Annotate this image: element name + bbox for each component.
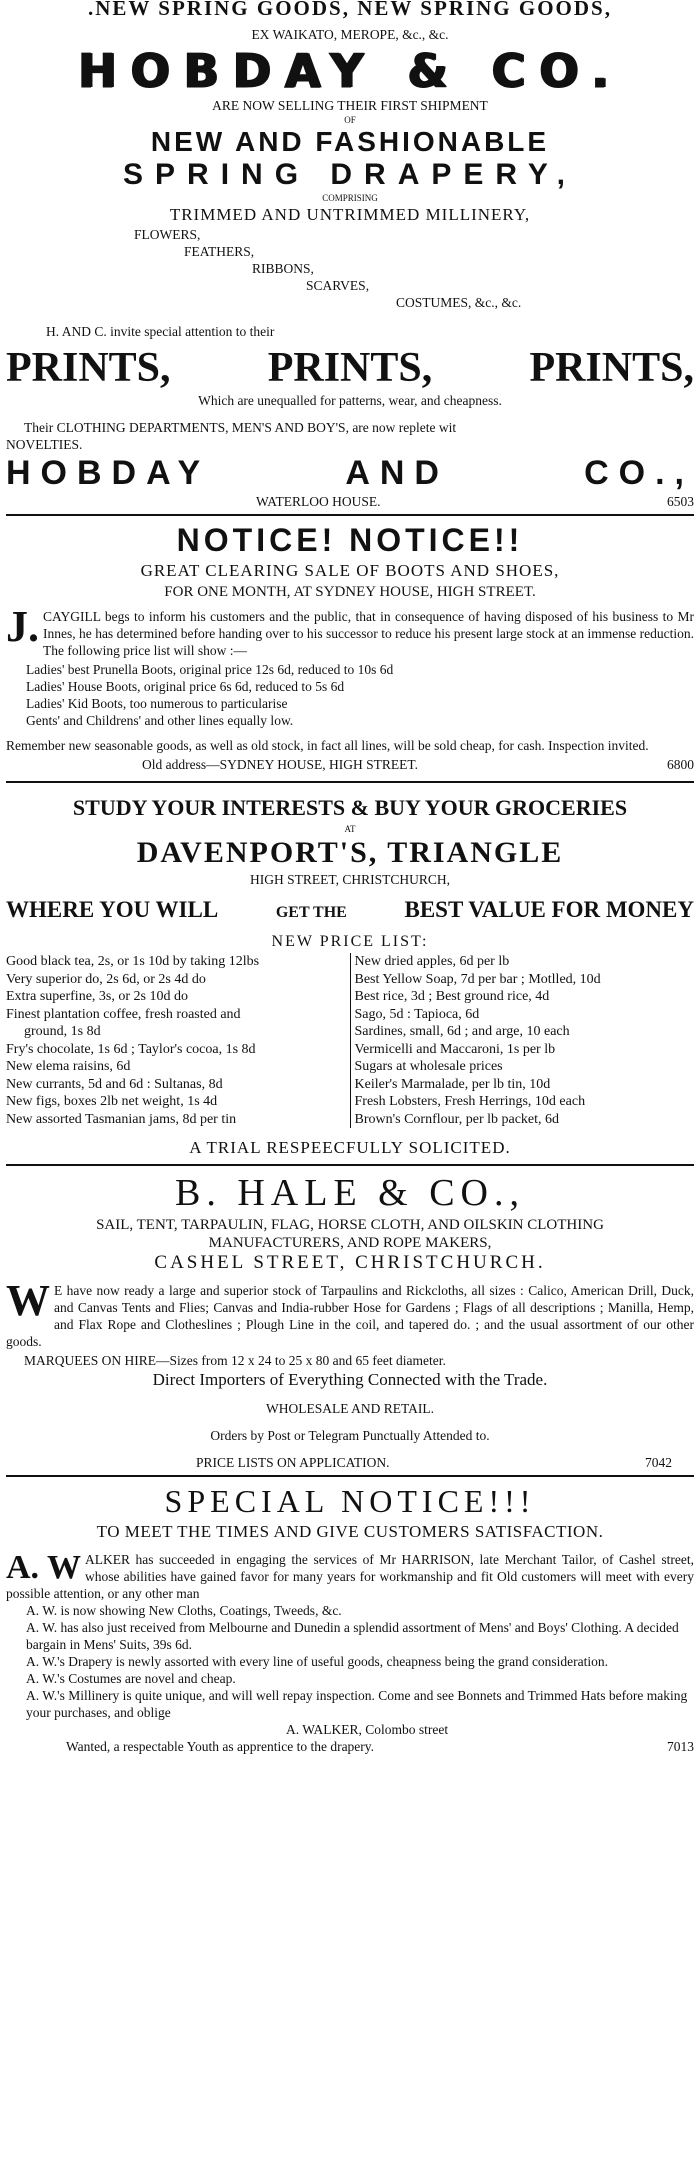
davenport-triangle-heading: DAVENPORT'S, TRIANGLE [136,836,564,869]
notice-heading: NOTICE! NOTICE!! [176,522,524,558]
grocery-item: ground, 1s 8d [24,1024,101,1039]
prints-word-3: PRINTS, [529,345,694,391]
walker-point: A. W.'s Millinery is quite unique, and will well repay inspection. Come and see Bonnets and Trimmed Hats before making your purchases, and oblige [26,1688,688,1720]
old-address: Old address—SYDNEY HOUSE, HIGH STREET. [142,757,418,772]
special-notice-heading: SPECIAL NOTICE!!! [164,1483,536,1519]
walker-point: A. W.'s Drapery is newly assorted with every line of useful goods, cheapness being the grand consideration. [26,1654,609,1669]
grocery-item: Best Yellow Soap, 7d per bar ; Motlled, 10d [354,971,601,987]
clearing-sale-line: GREAT CLEARING SALE OF BOOTS AND SHOES, [140,561,560,580]
where-you-will: WHERE YOU WILL [6,897,219,922]
grocery-right-column [350,953,695,1128]
divider-4 [6,1475,694,1477]
wholesale-retail-line: WHOLESALE AND RETAIL. [265,1401,435,1416]
grocery-item: New dried apples, 6d per lb [354,954,510,969]
best-value-row [6,894,694,929]
best-value-for-money: BEST VALUE FOR MONEY [404,897,694,922]
hale-paragraph: E have now ready a large and superior stock of Tarpaulins and Rickcloths, all sizes : Calico, American Drill, Duck, and Canvas Tents and Flies; Canvas and India-rubber Hose for Gardens ; Flags of all descriptions ; Manilla, Hemp, and Flax Rope and Clotheslines ; Plough Line in the coil, and tapered do. ; and the usual assortment of our other goods. [6,1283,694,1349]
grocery-item: Fresh Lobsters, Fresh Herrings, 10d each [354,1094,586,1109]
marquees-line: MARQUEES ON HIRE—Sizes from 12 x 24 to 25 x 80 and 65 feet diameter. [24,1353,446,1368]
item-ribbons: RIBBONS, [252,261,314,276]
grocery-item: Sago, 5d : Tapioca, 6d [354,1006,480,1022]
of-line: OF [344,115,356,125]
walker-advert [6,1481,694,1755]
grocery-item: Good black tea, 2s, or 1s 10d by taking 12lbs [6,954,260,969]
meet-the-times-line: TO MEET THE TIMES AND GIVE CUSTOMERS SATISFACTION. [96,1522,604,1541]
grocery-item: Extra superfine, 3s, or 2s 10d do [6,989,188,1004]
divider-2 [6,781,694,783]
firm-word-and: AND [345,454,449,492]
walker-paragraph: ALKER has succeeded in engaging the services of Mr HARRISON, late Merchant Tailor, of Cashel street, whose abilities have gained favor for many years for workmanship and fit Old customers will meet with every possible attention, or any other man [6,1552,694,1601]
spring-drapery-heading: SPRING DRAPERY, [123,158,577,191]
hobday-advert [6,0,694,510]
invite-line: H. AND C. invite special attention to their [46,324,275,339]
advert-number-6503: 6503 [667,494,694,509]
item-flowers: FLOWERS, [134,227,201,242]
new-price-list-heading: NEW PRICE LIST: [271,933,429,950]
firm-word-co: CO., [584,454,694,492]
walker-body [6,1551,694,1602]
price-lists-line: PRICE LISTS ON APPLICATION. [196,1455,390,1470]
grocery-price-columns [6,953,694,1128]
hale-heading: B. HALE & CO., [175,1172,525,1214]
novelties-line: NOVELTIES. [6,437,83,452]
grocery-item: Vermicelli and Maccaroni, 1s per lb [354,1041,556,1057]
price-item-kid-boots: Ladies' Kid Boots, too numerous to particularise [26,696,288,711]
grocery-item: Very superior do, 2s 6d, or 2s 4d do [6,971,206,987]
grocery-item: New elema raisins, 6d [6,1059,131,1074]
comprising-line: COMPRISING [322,193,378,203]
prints-row [6,344,694,392]
fashionable-heading: NEW AND FASHIONABLE [150,126,550,157]
trial-solicited-line: A TRIAL RESPEECFULLY SOLICITED. [189,1138,511,1157]
hobday-firm-row [6,453,694,493]
divider-1 [6,514,694,516]
caygill-dropcap: J. [6,602,39,651]
spring-goods-headline: .NEW SPRING GOODS, NEW SPRING GOODS, [88,0,612,20]
grocery-item: Sugars at wholesale prices [354,1059,503,1074]
hale-advert [6,1170,694,1471]
wanted-line: Wanted, a respectable Youth as apprentice to the drapery. [66,1739,375,1754]
direct-importers-line: Direct Importers of Everything Connected with the Trade. [152,1370,548,1389]
study-interests-heading: STUDY YOUR INTERESTS & BUY YOUR GROCERIES [72,795,628,820]
prints-word-1: PRINTS, [6,345,171,391]
advert-number-7042: 7042 [645,1455,672,1470]
walker-point: A. W. is now showing New Cloths, Coatings, Tweeds, &c. [26,1603,342,1618]
advert-number-6800: 6800 [667,757,694,772]
item-scarves: SCARVES, [306,278,370,293]
price-item-house-boots: Ladies' House Boots, original price 6s 6d, reduced to 5s 6d [26,679,345,694]
high-street-line: HIGH STREET, CHRISTCHURCH, [249,872,450,887]
davenport-advert [6,793,694,1160]
get-the: GET THE [275,904,347,921]
walker-signoff: A. WALKER, Colombo street [286,1722,449,1737]
price-item-gents: Gents' and Childrens' and other lines equally low. [26,713,294,728]
hale-makers-line: MANUFACTURERS, AND ROPE MAKERS, [208,1235,492,1251]
grocery-left-column [6,953,350,1128]
grocery-item: Brown's Cornflour, per lb packet, 6d [354,1111,560,1127]
caygill-advert [6,520,694,773]
grocery-item: Keiler's Marmalade, per lb tin, 10d [354,1076,551,1092]
orders-line: Orders by Post or Telegram Punctually Attended to. [210,1428,490,1443]
grocery-item: New figs, boxes 2lb net weight, 1s 4d [6,1094,218,1109]
caygill-paragraph: CAYGILL begs to inform his customers and the public, that in consequence of having disposed of his business to Mr Innes, he has determined before handing over to his successor to reduce his present large stock at an immense reduction. The following price list will show :— [43,609,694,658]
prints-word-2: PRINTS, [267,345,433,391]
hale-dropcap: W [6,1276,50,1325]
clothing-departments-line: Their CLOTHING DEPARTMENTS, MEN'S AND BOY'S, are now replete wit [24,420,457,435]
hobday-logo: HOBDAY & CO. [77,44,623,98]
ex-ships-line: EX WAIKATO, MEROPE, &c., &c. [251,27,449,42]
grocery-item: New assorted Tasmanian jams, 8d per tin [6,1111,237,1127]
waterloo-house: WATERLOO HOUSE. [256,494,381,509]
waterloo-row [6,493,694,510]
at-line: AT [344,824,356,834]
price-lists-row [6,1454,694,1471]
selling-line: ARE NOW SELLING THEIR FIRST SHIPMENT [212,98,488,113]
grocery-item: Finest plantation coffee, fresh roasted and [6,1006,241,1022]
hale-trade-line: SAIL, TENT, TARPAULIN, FLAG, HORSE CLOTH, AND OILSKIN CLOTHING [96,1217,604,1233]
divider-3 [6,1164,694,1166]
grocery-item: New currants, 5d and 6d : Sultanas, 8d [6,1076,223,1092]
caygill-body [6,602,694,659]
millinery-line: TRIMMED AND UNTRIMMED MILLINERY, [169,205,531,224]
firm-word-hobday: HOBDAY [6,454,211,492]
unequalled-line: Which are unequalled for patterns, wear, and cheapness. [198,393,502,408]
grocery-item: Sardines, small, 6d ; and arge, 10 each [354,1024,570,1039]
grocery-item: Best rice, 3d ; Best ground rice, 4d [354,989,550,1004]
old-address-row [6,756,694,773]
remember-paragraph: Remember new seasonable goods, as well as old stock, in fact all lines, will be sold cheap, for cash. Inspection invited. [6,738,649,753]
walker-point: A. W.'s Costumes are novel and cheap. [26,1671,236,1686]
hale-body [6,1276,694,1350]
wanted-row [6,1738,694,1755]
one-month-line: FOR ONE MONTH, AT SYDNEY HOUSE, HIGH STREET. [164,584,536,600]
item-costumes: COSTUMES, &c., &c. [396,295,522,310]
grocery-item: Fry's chocolate, 1s 6d ; Taylor's cocoa, 1s 8d [6,1041,256,1057]
walker-dropcap: A. W [6,1549,81,1586]
item-feathers: FEATHERS, [184,244,255,259]
price-item-prunella: Ladies' best Prunella Boots, original price 12s 6d, reduced to 10s 6d [26,662,394,677]
walker-point: A. W. has also just received from Melbourne and Dunedin a splendid assortment of Mens' and Boys' Clothing. A decided bargain in Mens' Suits, 39s 6d. [26,1620,679,1652]
hale-street-line: CASHEL STREET, CHRISTCHURCH. [154,1252,546,1273]
advert-number-7013: 7013 [667,1739,694,1754]
